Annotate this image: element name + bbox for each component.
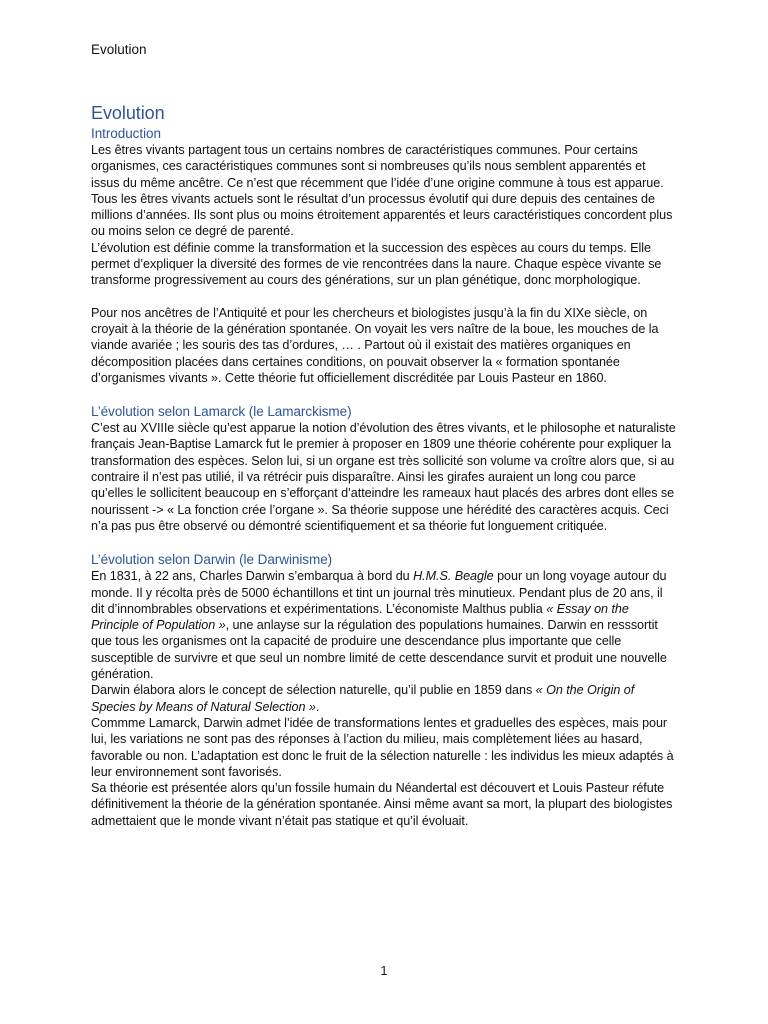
darwin-paragraph-4: Sa théorie est présentée alors qu’un fossile humain du Néandertal est découvert et Louis Pasteur réfute définitivement la théorie de la génération spontanée. Ainsi même avant sa mort, la plupart des biologistes admettaient que le monde vivant n’était pas statique et qu’il évoluait. xyxy=(91,781,673,828)
document-title: Evolution xyxy=(91,103,165,123)
intro-paragraph-2: L’évolution est définie comme la transformation et la succession des espèces au cours du temps. Elle permet d’expliquer la diversité des formes de vie rencontrées dans la naure. Chaque espèce vivante se transforme progressivement au cours des générations, sur un plan génétique, donc morphologique. xyxy=(91,240,662,288)
darwin-p1-text-b: pour un long voyage autour du monde. Il y récolta près de 5000 échantillons et tint un journal très minutieux. Pendant plus de 20 ans, il dit d’innombrables observations et expérimentations. L’économiste Malthus publia xyxy=(91,569,667,616)
intro-paragraph-3: Pour nos ancêtres de l’Antiquité et pour les chercheurs et biologistes jusqu’à la fin du XIXe siècle, on croyait à la théorie de la génération spontanée. On voyait les vers naître de la boue, les mouches de la viande avariée ; les souris des tas d’ordures, … . Partout où il existait des matières organiques en décomposition placées dans certaines conditions, on pouvait observer la « formation spontanée d’organismes vivants ». Cette théorie fut officiellement discréditée par Louis Pasteur en 1860. xyxy=(91,305,659,385)
darwin-p2-text-b: . xyxy=(315,699,320,714)
lamarck-paragraph-1: C’est au XVIIIe siècle qu’est apparue la notion d’évolution des êtres vivants, et le philosophe et naturaliste français Jean-Baptise Lamarck fut le premier à proposer en 1809 une théorie cohérente pour expliquer la transformation des espèces. Selon lui, si un organe est très sollicité son volume va croître alors que, si au contraire il n’est pas utilié, il va rétrécir puis disparaître. Ainsi les girafes auraient un long cou parce qu’elles le sollicitent beaucoup en s’efforçant d’atteindre les rameaux haut placés des arbres dont elles se nourissent -> « La fonction crée l’organe ». Sa théorie suppose une hérédité des caractères acquis. Ceci n’a pas pus être observé ou démontré scientifiquement et sa théorie fut longuement critiquée. xyxy=(91,421,676,533)
section-heading-introduction: Introduction xyxy=(91,126,161,141)
page-number: 1 xyxy=(380,964,388,978)
darwin-paragraph-2 xyxy=(91,682,676,715)
malthus-essay-title: « Essay on the Principle of Population » xyxy=(91,601,629,633)
darwin-p2-text-a: Darwin élabora alors le concept de sélection naturelle, qu’il publie en 1859 dans xyxy=(91,683,536,698)
darwin-paragraph-3: Commme Lamarck, Darwin admet l’idée de transformations lentes et graduelles des espèces, mais pour lui, les variations ne sont pas des réponses à l’action du milieu, mais complètement liées au hasard, favorable ou non. L’adaptation est donc le fruit de la sélection naturelle : les individus les mieux adaptés à leur environnement sont favorisés. xyxy=(91,715,674,779)
intro-paragraph-1: Les êtres vivants partagent tous un certains nombres de caractéristiques communes. Pour certains organismes, ces caractéristiques communes sont si nombreuses qu’ils nous semblent apparentés et issus du même ancêtre. Ce n’est que récemment que l’idée d’une origine commune à tous est apparue. Tous les êtres vivants actuels sont le résultat d’un processus évolutif qui dure depuis des centaines de millions d’années. Ils sont plus ou moins étroitement apparentés et leurs caractéristiques concordent plus ou moins selon ce degré de parenté. xyxy=(91,143,673,239)
section-heading-lamarck: L’évolution selon Lamarck (le Lamarckisme) xyxy=(91,404,352,420)
darwin-p1-text-c: , une anlayse sur la régulation des populations humaines. Darwin en resssortit que tous les organismes ont la capacité de produire une descendance plus importante que celle susceptible de survivre et que seul un nombre limité de cette descendance survit et produit une nouvelle génération. xyxy=(91,618,667,682)
origin-of-species-title: « On the Origin of Species by Means of Natural Selection » xyxy=(91,683,635,714)
document-body xyxy=(91,101,676,829)
darwin-p1-text-a: En 1831, à 22 ans, Charles Darwin s’embarqua à bord du xyxy=(91,569,414,584)
ship-name: H.M.S. Beagle xyxy=(413,569,494,584)
running-header: Evolution xyxy=(91,42,147,57)
darwin-paragraph-1 xyxy=(91,568,676,682)
section-heading-darwin: L’évolution selon Darwin (le Darwinisme) xyxy=(91,552,333,568)
